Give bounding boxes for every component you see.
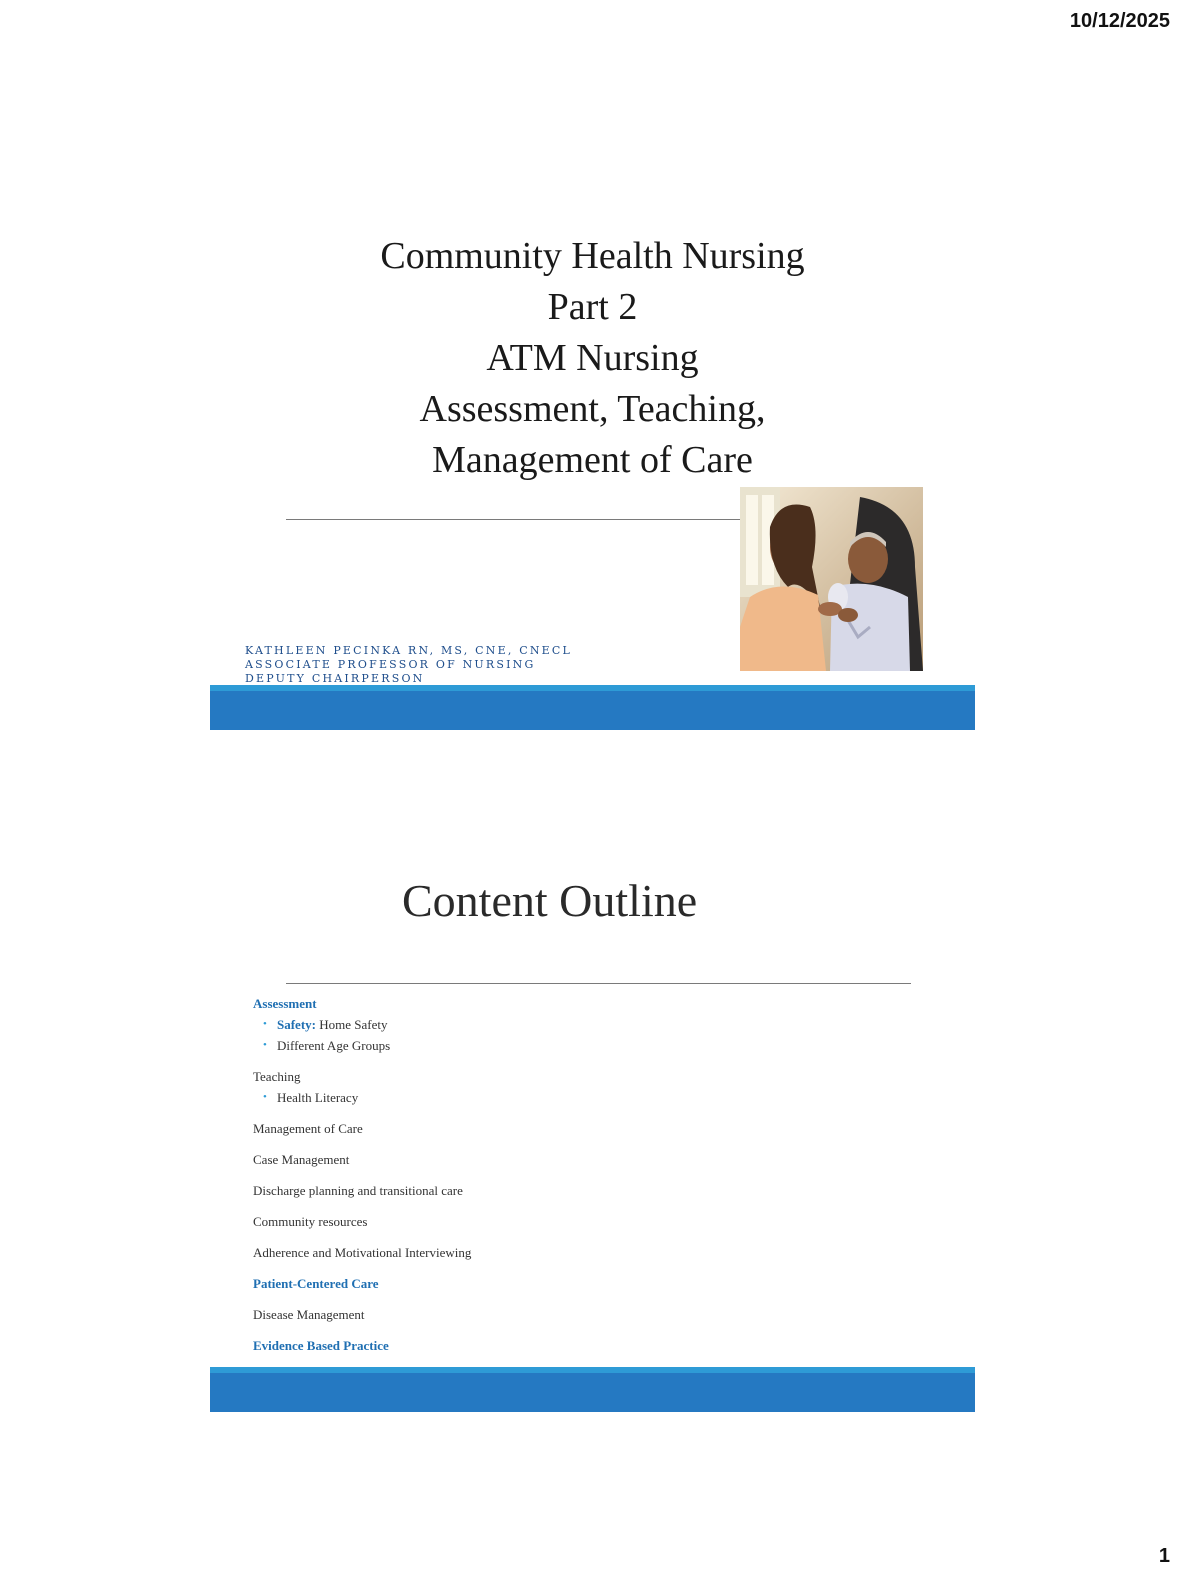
outline-item: Management of Care xyxy=(253,1121,363,1136)
outline-heading-assessment: Assessment xyxy=(253,996,317,1011)
outline-item: Disease Management xyxy=(253,1307,365,1322)
outline-heading-evidence-based: Evidence Based Practice xyxy=(253,1338,389,1353)
title-line: Management of Care xyxy=(432,439,753,481)
list-item xyxy=(263,1014,853,1035)
author-line: KATHLEEN PECINKA RN, MS, CNE, CNECL xyxy=(245,644,573,657)
author-credits xyxy=(245,644,572,686)
title-line: ATM Nursing xyxy=(486,337,699,379)
safety-text: Home Safety xyxy=(316,1017,388,1032)
title-line: Part 2 xyxy=(547,286,638,328)
slide-title xyxy=(210,231,975,486)
list-item: • Different Age Groups xyxy=(263,1035,853,1056)
title-line: Assessment, Teaching, xyxy=(419,388,766,430)
author-line: DEPUTY CHAIRPERSON xyxy=(245,672,425,685)
outline-item: Case Management xyxy=(253,1152,350,1167)
list-item: • Health Literacy xyxy=(263,1087,853,1108)
safety-label: Safety: xyxy=(277,1017,316,1032)
page-number: 1 xyxy=(1158,1545,1170,1567)
slide-footer-band xyxy=(210,1373,975,1412)
outline-item: Adherence and Motivational Interviewing xyxy=(253,1245,472,1260)
outline-slide xyxy=(210,870,975,1412)
page-date: 10/12/2025 xyxy=(1069,10,1170,32)
outline-heading-teaching: Teaching xyxy=(253,1069,301,1084)
outline-heading-patient-centered: Patient-Centered Care xyxy=(253,1276,379,1291)
teaching-sublist xyxy=(263,1087,853,1108)
nurse-patient-photo xyxy=(740,487,923,671)
assessment-sublist xyxy=(263,1014,853,1056)
outline-item: Discharge planning and transitional care xyxy=(253,1183,463,1198)
title-divider xyxy=(286,983,911,984)
title-divider xyxy=(286,519,741,520)
slide-title: Content Outline xyxy=(402,875,698,926)
title-slide xyxy=(210,225,975,730)
slide-footer-band xyxy=(210,691,975,730)
author-line: ASSOCIATE PROFESSOR OF NURSING xyxy=(245,658,536,671)
title-line: Community Health Nursing xyxy=(380,235,805,277)
outline-item: Community resources xyxy=(253,1214,368,1229)
content-outline xyxy=(253,993,853,1356)
